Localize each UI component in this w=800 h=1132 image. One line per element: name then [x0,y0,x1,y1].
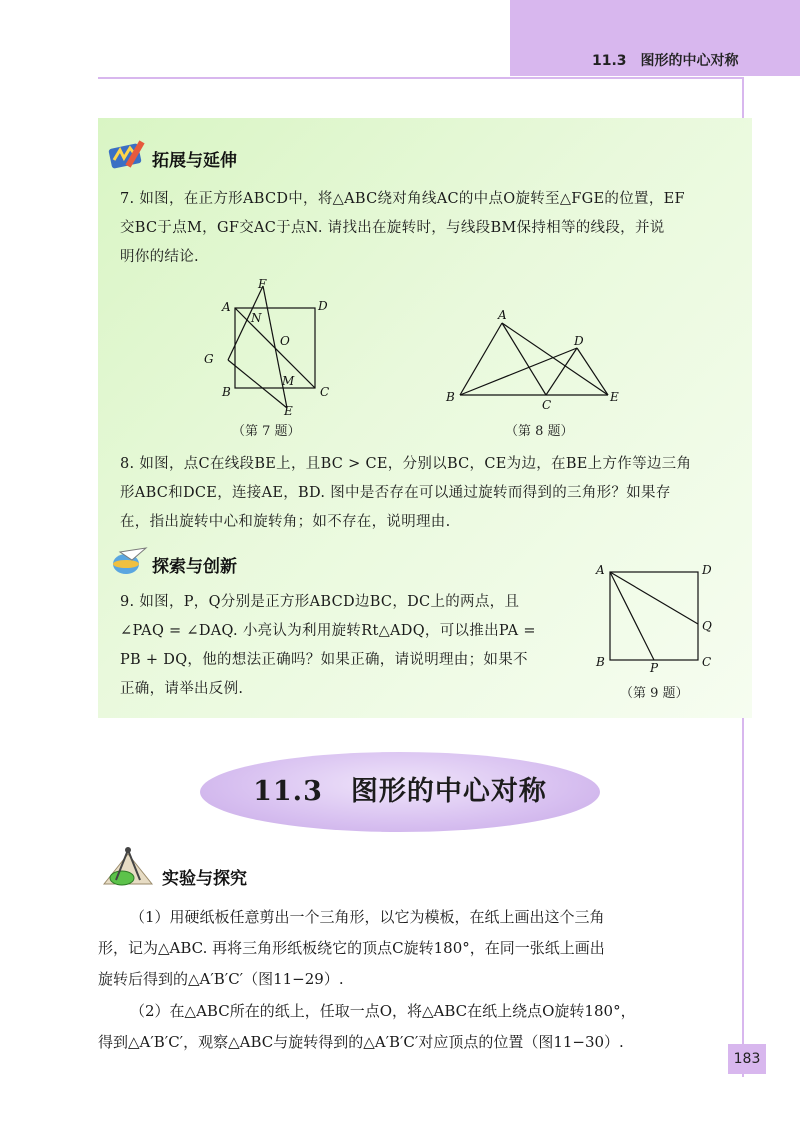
label-P: P [650,661,659,675]
paper-plane-icon [110,546,148,576]
experiment-line: （1）用硬纸板任意剪出一个三角形，以它为模板，在纸上画出这个三角 [130,908,605,926]
label-E: E [610,390,619,404]
header-rule [98,77,743,79]
label-B: B [596,655,605,669]
label-A: A [498,308,507,322]
label-M: M [282,374,295,388]
compass-protractor-icon [100,844,156,890]
problem-8-line: 8. 如图，点C在线段BE上，且BC > CE，分别以BC，CE为边，在BE上方作等边三角 [120,456,692,472]
figure-8 [440,305,630,415]
page-number: 183 [728,1044,766,1074]
problem-7-line: 交BC于点M，GF交AC于点N. 请找出在旋转时，与线段BM保持相等的线段，并说 [120,220,665,236]
section-banner-title: 11.3 图形的中心对称 [253,776,547,807]
label-D: D [318,299,328,313]
label-N: N [251,311,262,325]
label-B: B [222,385,231,399]
experiment-para-1 [98,902,723,995]
label-G: G [204,352,214,366]
label-A: A [596,563,605,577]
extension-title: 拓展与延伸 [152,151,237,171]
problem-9-line: PB + DQ，他的想法正确吗？如果正确，请说明理由；如果不 [120,652,528,668]
problem-8 [120,450,730,537]
problem-9-line: 正确，请举出反例. [120,681,244,697]
figure-7-caption: （第 7 题） [232,424,301,439]
experiment-line: （2）在△ABC所在的纸上，任取一点O，将△ABC在纸上绕点O旋转180°， [130,1002,636,1020]
figure-9 [592,562,722,677]
label-D: D [574,334,584,348]
label-A: A [222,300,231,314]
label-E: E [284,404,293,418]
label-O: O [280,334,290,348]
label-B: B [446,390,455,404]
problem-9 [120,588,580,704]
running-header: 11.3 图形的中心对称 [592,53,739,69]
label-Q: Q [702,619,712,633]
figure-8-caption: （第 8 题） [505,424,574,439]
problem-9-line: ∠PAQ = ∠DAQ. 小亮认为利用旋转Rt△ADQ，可以推出PA = [120,623,536,639]
experiment-line: 形，记为△ABC. 再将三角形纸板绕它的顶点C旋转180°，在同一张纸上画出 [98,939,605,957]
label-C: C [542,398,552,412]
label-C: C [702,655,712,669]
label-C: C [320,385,330,399]
experiment-line: 得到△A′B′C′，观察△ABC与旋转得到的△A′B′C′对应顶点的位置（图11−30）. [98,1033,624,1051]
problem-8-line: 在，指出旋转中心和旋转角；如不存在，说明理由. [120,514,451,530]
figure-7 [200,278,350,418]
experiment-para-2 [98,996,723,1058]
problem-7-line: 明你的结论. [120,249,199,265]
label-D: D [702,563,712,577]
experiment-line: 旋转后得到的△A′B′C′（图11−29）. [98,970,344,988]
label-F: F [258,278,267,291]
figure-9-caption: （第 9 题） [620,686,689,701]
problem-7-line: 7. 如图，在正方形ABCD中，将△ABC绕对角线AC的中点O旋转至△FGE的位置，EF [120,191,685,207]
problem-9-line: 9. 如图，P，Q分别是正方形ABCD边BC，DC上的两点，且 [120,594,520,610]
problem-8-line: 形ABC和DCE，连接AE，BD. 图中是否存在可以通过旋转而得到的三角形？如果存 [120,485,671,501]
ruler-pencil-icon [108,138,148,172]
explore-title: 探索与创新 [152,557,237,577]
experiment-title: 实验与探究 [162,869,247,889]
problem-7 [120,185,730,272]
